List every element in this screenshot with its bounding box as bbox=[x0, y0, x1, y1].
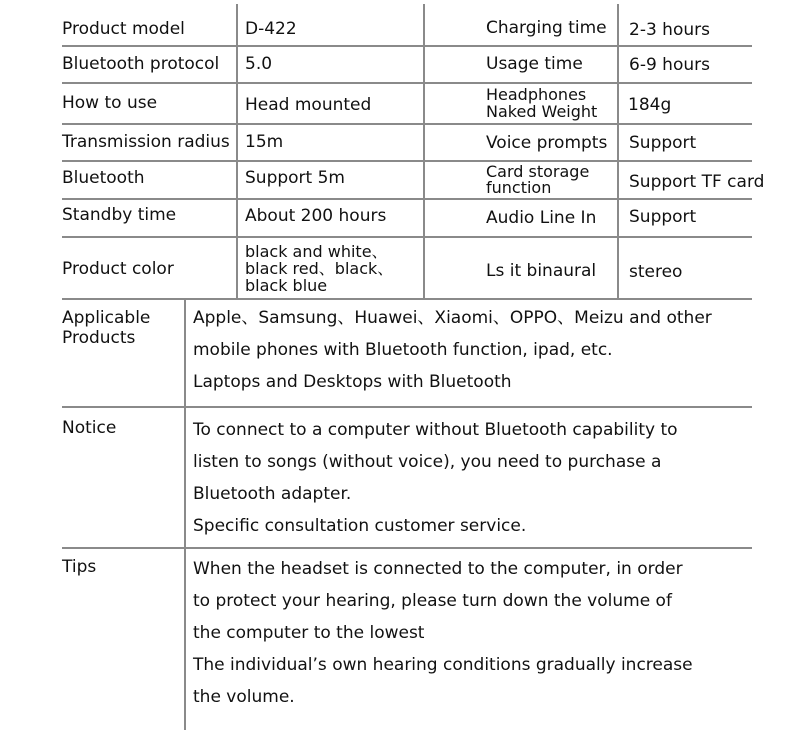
spec-col-divider-1 bbox=[236, 4, 238, 300]
spec-label: Bluetooth protocol bbox=[62, 54, 220, 74]
body-line: the volume. bbox=[193, 687, 295, 707]
body-line: When the headset is connected to the computer, in order bbox=[193, 559, 683, 579]
spec-value: 2-3 hours bbox=[629, 20, 710, 40]
spec-row-divider bbox=[62, 82, 752, 84]
body-line: To connect to a computer without Bluetooth capability to bbox=[193, 420, 678, 440]
spec-value: Support TF card bbox=[629, 172, 765, 192]
spec-label: Voice prompts bbox=[486, 133, 608, 153]
section-divider bbox=[62, 547, 752, 549]
spec-col-divider-2 bbox=[423, 4, 425, 300]
spec-label: Bluetooth bbox=[62, 168, 145, 188]
spec-label: Ls it binaural bbox=[486, 261, 597, 281]
body-line: the computer to the lowest bbox=[193, 623, 425, 643]
body-line: to protect your hearing, please turn down the volume of bbox=[193, 591, 672, 611]
spec-row-divider bbox=[62, 45, 752, 47]
spec-row-divider bbox=[62, 198, 752, 200]
spec-value: black blue bbox=[245, 276, 328, 295]
spec-row-divider bbox=[62, 123, 752, 125]
spec-value: Support bbox=[629, 207, 697, 227]
body-line: listen to songs (without voice), you need to purchase a bbox=[193, 452, 662, 472]
spec-value: 6-9 hours bbox=[629, 55, 710, 75]
body-line: mobile phones with Bluetooth function, ipad, etc. bbox=[193, 340, 613, 360]
spec-label: Transmission radius bbox=[62, 132, 230, 152]
section-body-applicable-products bbox=[193, 302, 712, 398]
section-divider-vertical bbox=[184, 298, 186, 730]
spec-label: Usage time bbox=[486, 54, 583, 74]
spec-row-divider bbox=[62, 298, 752, 300]
section-label-tips: Tips bbox=[62, 557, 97, 577]
spec-label: Headphones bbox=[486, 85, 587, 104]
spec-value: Head mounted bbox=[245, 95, 372, 115]
spec-label: Standby time bbox=[62, 205, 177, 225]
spec-value: black red、black、 bbox=[245, 259, 394, 278]
section-label-applicable-products: Products bbox=[62, 328, 136, 348]
spec-col-divider-3 bbox=[617, 4, 619, 300]
body-line: Bluetooth adapter. bbox=[193, 484, 352, 504]
body-line: Apple、Samsung、Huawei、Xiaomi、OPPO、Meizu and other bbox=[193, 308, 712, 328]
section-label-notice: Notice bbox=[62, 418, 117, 438]
spec-label: Product model bbox=[62, 19, 185, 39]
section-label-applicable-products: Applicable bbox=[62, 308, 151, 328]
body-line: The individual’s own hearing conditions gradually increase bbox=[193, 655, 693, 675]
spec-value: About 200 hours bbox=[245, 206, 387, 226]
spec-value: 15m bbox=[245, 132, 284, 152]
spec-label: function bbox=[486, 178, 552, 197]
spec-row-divider bbox=[62, 236, 752, 238]
section-divider bbox=[62, 406, 752, 408]
spec-label: Card storage bbox=[486, 162, 590, 181]
spec-value: black and white、 bbox=[245, 242, 388, 261]
section-body-notice bbox=[193, 414, 678, 542]
spec-value: Support 5m bbox=[245, 168, 345, 188]
spec-value: D-422 bbox=[245, 19, 297, 39]
spec-label: Naked Weight bbox=[486, 102, 598, 121]
spec-label: Product color bbox=[62, 259, 174, 279]
spec-row-divider bbox=[62, 160, 752, 162]
spec-label: Charging time bbox=[486, 18, 607, 38]
section-body-tips bbox=[193, 553, 693, 713]
spec-value: 5.0 bbox=[245, 54, 273, 74]
spec-label: How to use bbox=[62, 93, 158, 113]
spec-value: Support bbox=[629, 133, 697, 153]
body-line: Laptops and Desktops with Bluetooth bbox=[193, 372, 512, 392]
spec-label: Audio Line In bbox=[486, 208, 597, 228]
spec-value: stereo bbox=[629, 262, 683, 282]
spec-value: 184g bbox=[628, 95, 672, 115]
body-line: Specific consultation customer service. bbox=[193, 516, 527, 536]
